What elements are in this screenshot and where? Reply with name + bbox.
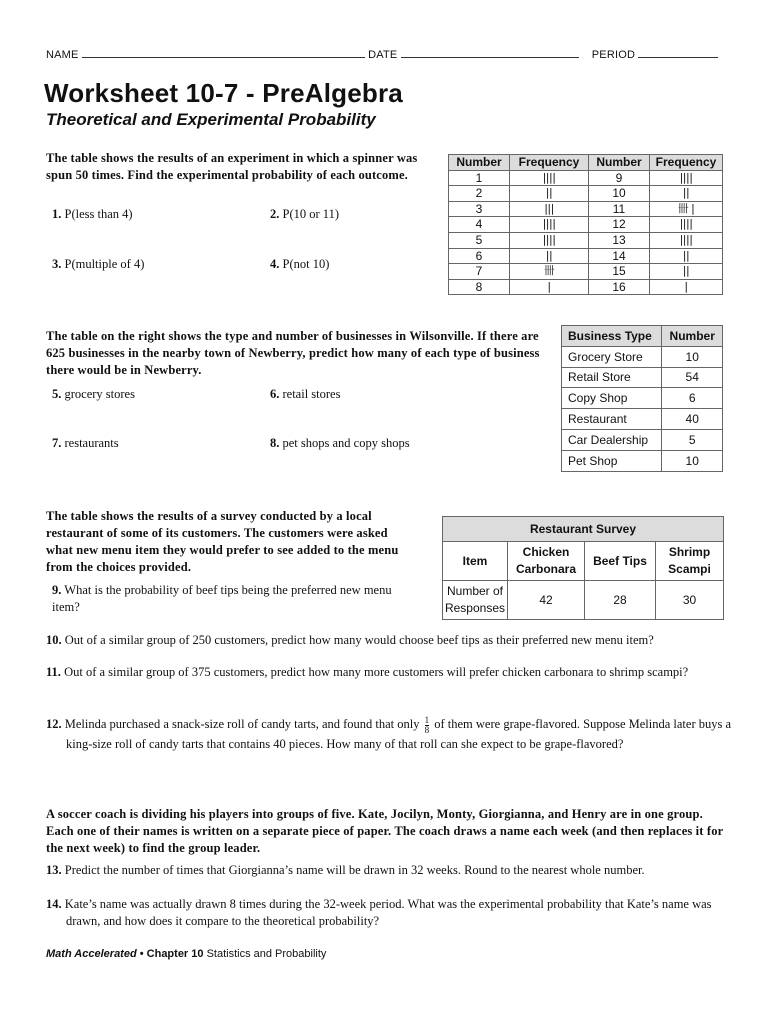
question-14	[46, 896, 726, 930]
table-caption: Restaurant Survey	[443, 517, 724, 542]
table-row	[449, 201, 723, 217]
question-8	[270, 435, 410, 452]
cell: 10	[662, 450, 723, 471]
period-label: PERIOD	[591, 49, 636, 61]
question-text: P(multiple of 4)	[64, 257, 145, 271]
section1-intro: The table shows the results of an experiment in which a spinner was spun 50 times. Find the experimental probability of each outcome.	[46, 151, 418, 182]
question-text: grocery stores	[64, 387, 135, 401]
table-header-row	[562, 326, 723, 347]
tally-cell: |	[510, 279, 589, 295]
question-9	[52, 582, 412, 616]
tally-cell: ||||	[510, 232, 589, 248]
column-header: Item	[443, 542, 508, 581]
question-text: pet shops and copy shops	[282, 436, 410, 450]
question-number: 13.	[46, 863, 62, 877]
footer-chapter: Chapter 10	[146, 948, 204, 960]
column-header: Number	[589, 155, 650, 171]
spinner-frequency-table	[448, 154, 723, 295]
question-number: 4.	[270, 257, 280, 271]
question-13	[46, 862, 736, 879]
question-number: 11.	[46, 665, 61, 679]
cell: Restaurant	[562, 409, 662, 430]
question-text: P(10 or 11)	[282, 207, 339, 221]
question-4	[270, 256, 329, 273]
tally-cell: ||||	[510, 217, 589, 233]
cell: 28	[585, 581, 656, 620]
tally-cell: |	[650, 279, 723, 295]
question-text: What is the probability of beef tips being the preferred new menu item?	[52, 583, 392, 614]
footer-bullet: •	[136, 948, 147, 960]
restaurant-survey-table	[442, 516, 724, 620]
business-table	[561, 325, 723, 472]
question-text: Out of a similar group of 375 customers, predict how many more customers will prefer chicken carbonara to shrimp scampi?	[64, 665, 689, 679]
column-header: Chicken Carbonara	[508, 542, 585, 581]
cell: 5	[449, 232, 510, 248]
tally-cell: ||||	[650, 232, 723, 248]
row-header: Number of Responses	[443, 581, 508, 620]
column-header: Business Type	[562, 326, 662, 347]
cell: 40	[662, 409, 723, 430]
column-header: Beef Tips	[585, 542, 656, 581]
cell: Grocery Store	[562, 346, 662, 367]
question-text: restaurants	[64, 436, 119, 450]
tally-cell: 卌 |	[650, 201, 723, 217]
question-text: P(not 10)	[282, 257, 330, 271]
question-number: 12.	[46, 717, 62, 731]
question-number: 10.	[46, 633, 62, 647]
cell: 15	[589, 264, 650, 280]
cell: 2	[449, 186, 510, 202]
cell: 6	[662, 388, 723, 409]
fraction	[425, 716, 430, 735]
table-header-row	[443, 542, 724, 581]
question-text: Kate’s name was actually drawn 8 times during the 32-week period. What was the experimental probability that Kate’s name was drawn, and how does it compare to the theoretical probability?	[64, 897, 712, 928]
period-field[interactable]	[638, 47, 718, 58]
table-row	[449, 248, 723, 264]
question-3	[52, 256, 144, 273]
table-row	[562, 367, 723, 388]
table-row	[449, 186, 723, 202]
question-number: 1.	[52, 207, 62, 221]
tally-cell: |||	[510, 201, 589, 217]
fraction-denominator: 8	[424, 724, 430, 735]
question-10	[46, 632, 736, 649]
question-number: 14.	[46, 897, 62, 911]
cell: 54	[662, 367, 723, 388]
question-number: 9.	[52, 583, 62, 597]
footer-course: Math Accelerated	[46, 948, 137, 960]
question-text: Out of a similar group of 250 customers, predict how many would choose beef tips as their preferred new menu item?	[64, 633, 654, 647]
cell: 3	[449, 201, 510, 217]
cell: 12	[589, 217, 650, 233]
table-row	[562, 346, 723, 367]
tally-cell: ||||	[650, 217, 723, 233]
cell: 4	[449, 217, 510, 233]
name-label: NAME	[46, 49, 79, 61]
cell: 42	[508, 581, 585, 620]
column-header: Frequency	[510, 155, 589, 171]
section4-intro: A soccer coach is dividing his players into groups of five. Kate, Jocilyn, Monty, Giorgianna, and Henry are in one group. Each one of their names is written on a separate piece of paper. The coach draws a name each week (and then replaces it for the next week) to find the group leader.	[46, 807, 724, 855]
table-row	[449, 170, 723, 186]
question-number: 8.	[270, 436, 280, 450]
question-number: 7.	[52, 436, 62, 450]
tally-cell: ||	[510, 248, 589, 264]
table-header-row	[449, 155, 723, 171]
cell: 1	[449, 170, 510, 186]
tally-cell: ||	[650, 186, 723, 202]
question-text: P(less than 4)	[64, 207, 133, 221]
cell: Pet Shop	[562, 450, 662, 471]
cell: 6	[449, 248, 510, 264]
date-field[interactable]	[401, 47, 579, 58]
cell: 10	[589, 186, 650, 202]
question-11	[46, 664, 706, 681]
question-7	[52, 435, 119, 452]
section3-intro: The table shows the results of a survey conducted by a local restaurant of some of its customers. The customers were asked what new menu item they would prefer to see added to the menu from the choices provided.	[46, 509, 399, 574]
tally-cell: ||	[650, 248, 723, 264]
question-2	[270, 206, 339, 223]
cell: 30	[656, 581, 724, 620]
date-label: DATE	[368, 49, 398, 61]
table-row	[443, 581, 724, 620]
cell: Retail Store	[562, 367, 662, 388]
student-info-header	[46, 47, 726, 61]
cell: 7	[449, 264, 510, 280]
worksheet-title: Worksheet 10-7 - PreAlgebra	[44, 78, 403, 108]
cell: 5	[662, 429, 723, 450]
table-row	[562, 409, 723, 430]
cell: 9	[589, 170, 650, 186]
question-1	[52, 206, 133, 223]
column-header: Frequency	[650, 155, 723, 171]
table-caption-row	[443, 517, 724, 542]
question-number: 6.	[270, 387, 280, 401]
question-text: Melinda purchased a snack-size roll of candy tarts, and found that only	[64, 717, 420, 731]
table-row	[449, 279, 723, 295]
tally-cell: ||	[650, 264, 723, 280]
cell: 16	[589, 279, 650, 295]
table-row	[449, 232, 723, 248]
table-row	[562, 450, 723, 471]
page-footer	[46, 948, 326, 960]
table-row	[449, 217, 723, 233]
section2-intro: The table on the right shows the type and number of businesses in Wilsonville. If there are 625 businesses in the nearby town of Newberry, predict how many of each type of business there would be in Newberry.	[46, 329, 540, 377]
question-12	[46, 715, 746, 754]
footer-topic: Statistics and Probability	[203, 948, 327, 960]
question-text: Predict the number of times that Giorgianna’s name will be drawn in 32 weeks. Round to the nearest whole number.	[64, 863, 645, 877]
column-header: Number	[662, 326, 723, 347]
cell: 13	[589, 232, 650, 248]
fraction-numerator: 1	[424, 714, 430, 725]
tally-cell: 卌	[510, 264, 589, 280]
cell: 14	[589, 248, 650, 264]
question-6	[270, 386, 340, 403]
table-row	[562, 429, 723, 450]
table-row	[449, 264, 723, 280]
cell: 10	[662, 346, 723, 367]
worksheet-subtitle: Theoretical and Experimental Probability	[46, 110, 376, 129]
question-number: 2.	[270, 207, 280, 221]
column-header: Number	[449, 155, 510, 171]
question-number: 3.	[52, 257, 62, 271]
cell: Copy Shop	[562, 388, 662, 409]
tally-cell: ||	[510, 186, 589, 202]
cell: 11	[589, 201, 650, 217]
tally-cell: ||||	[510, 170, 589, 186]
table-row	[562, 388, 723, 409]
tally-cell: ||||	[650, 170, 723, 186]
cell: 8	[449, 279, 510, 295]
question-5	[52, 386, 135, 403]
cell: Car Dealership	[562, 429, 662, 450]
question-number: 5.	[52, 387, 62, 401]
question-text: retail stores	[282, 387, 341, 401]
column-header: Shrimp Scampi	[656, 542, 724, 581]
question-text: of them were grape-flavored. Suppose Melinda later buys a king-size roll of candy tarts that contains 40 pieces. How many of that roll can she expect to be grape-flavored?	[66, 717, 732, 751]
name-field[interactable]	[82, 47, 365, 58]
